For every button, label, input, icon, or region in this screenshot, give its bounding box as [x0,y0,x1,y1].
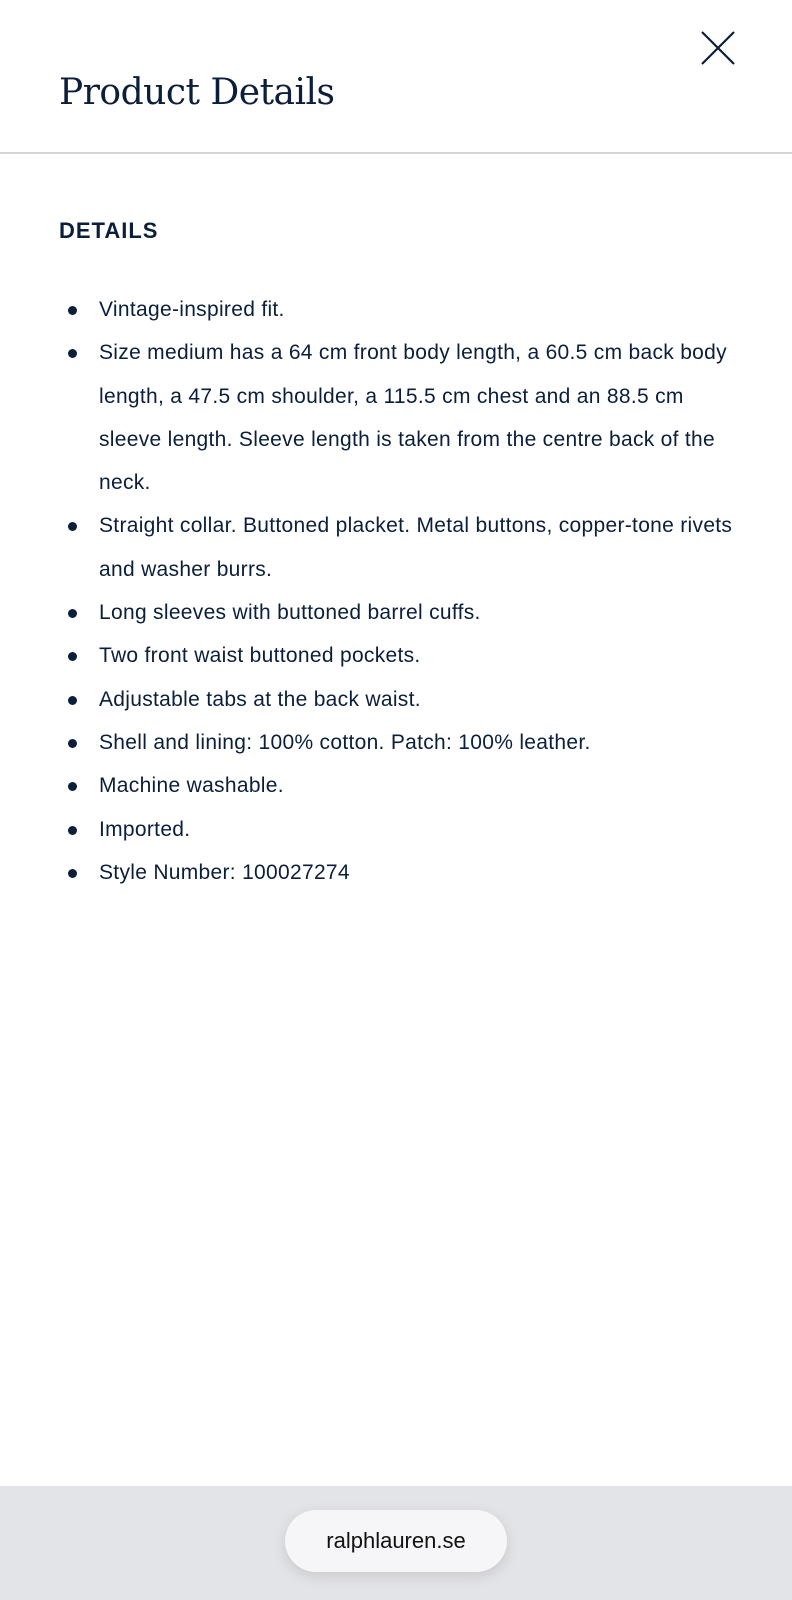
list-item [59,851,749,894]
page-title: Product Details [59,72,335,113]
bullet-icon [68,522,77,531]
bullet-icon [68,349,77,358]
list-item-text: Style Number: 100027274 [99,860,350,884]
list-item-text: Adjustable tabs at the back waist. [99,687,421,711]
list-item-text: Imported. [99,817,191,841]
list-item-text: Two front waist buttoned pockets. [99,644,421,668]
list-item-text: Straight collar. Buttoned placket. Metal buttons, copper-tone rivets and washer burrs. [99,514,733,581]
list-item [59,591,749,634]
details-list [59,288,749,894]
bullet-icon [68,739,77,748]
list-item [59,504,749,591]
list-item [59,678,749,721]
bullet-icon [68,869,77,878]
list-item-text: Long sleeves with buttoned barrel cuffs. [99,601,481,625]
bullet-icon [68,782,77,791]
bullet-icon [68,826,77,835]
list-item [59,634,749,677]
list-item-text: Size medium has a 64 cm front body length, a 60.5 cm back body length, a 47.5 cm shoulder, a 115.5 cm chest and an 88.5 cm sleeve length. Sleeve length is taken from the centre back of the neck. [99,341,727,495]
list-item-text: Shell and lining: 100% cotton. Patch: 100% leather. [99,730,591,754]
list-item [59,808,749,851]
url-bar[interactable]: ralphlauren.se [285,1510,507,1572]
close-icon [694,24,742,72]
list-item-text: Machine washable. [99,774,284,798]
list-item [59,721,749,764]
list-item-text: Vintage-inspired fit. [99,298,285,321]
bullet-icon [68,306,77,315]
list-item [59,288,749,331]
list-item [59,331,749,504]
details-heading: DETAILS [59,218,159,243]
modal-header [0,0,792,154]
close-button[interactable] [694,24,742,72]
bullet-icon [68,609,77,618]
list-item [59,764,749,807]
bullet-icon [68,652,77,661]
bullet-icon [68,696,77,705]
